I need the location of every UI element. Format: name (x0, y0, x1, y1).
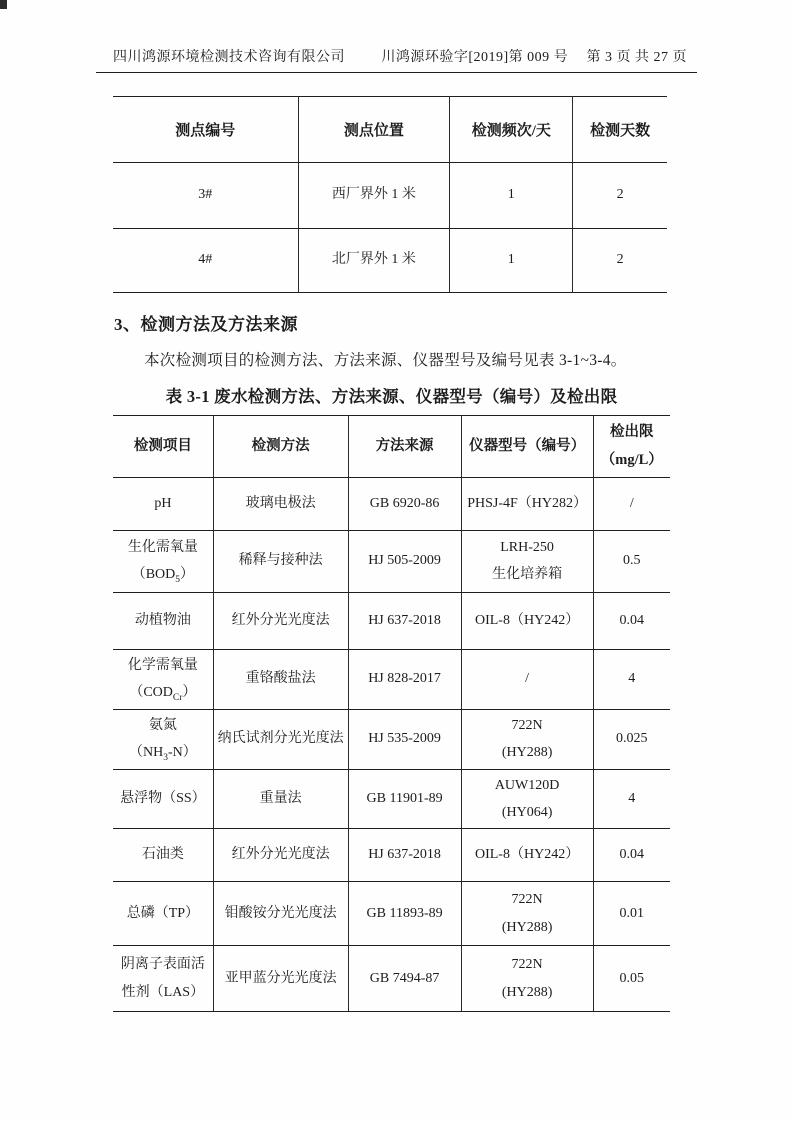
method-cell (348, 530, 461, 592)
method-cell (593, 769, 670, 829)
points-column-header (113, 97, 298, 163)
section-heading: 3、检测方法及方法来源 (114, 315, 298, 334)
method-cell (461, 882, 593, 946)
points-column-header (450, 97, 573, 163)
method-cell (348, 882, 461, 946)
scan-artifact (0, 0, 7, 9)
table-row (113, 229, 667, 293)
cell-line: HJ 828-2017 (368, 671, 441, 687)
cell-line: (HY288) (501, 919, 553, 935)
method-cell (113, 649, 213, 709)
cell-line: 红外分光光度法 (231, 612, 330, 628)
method-cell (461, 946, 593, 1012)
cell-line: GB 11893-89 (366, 905, 443, 921)
cell-line: 红外分光光度法 (231, 847, 330, 863)
cell-text: -N） (167, 745, 197, 761)
points-cell (298, 229, 450, 293)
method-cell (213, 709, 348, 769)
method-table-head (113, 416, 670, 478)
method-cell (348, 946, 461, 1012)
method-cell (348, 477, 461, 530)
cell-line: pH (154, 495, 172, 511)
method-column-header (113, 416, 213, 478)
method-column-header (348, 416, 461, 478)
table-row (113, 592, 670, 649)
method-cell (113, 829, 213, 882)
cell-line: 仪器型号（编号） (469, 438, 586, 455)
table-row (113, 709, 670, 769)
cell-line: 0.025 (616, 731, 648, 747)
cell-line: 0.01 (619, 905, 645, 921)
cell-line: 检测方法 (251, 438, 310, 455)
method-cell (113, 946, 213, 1012)
cell-line: (HY064) (501, 804, 553, 820)
subscript-text: 5 (175, 574, 181, 585)
cell-line: 0.04 (619, 847, 645, 863)
points-cell (450, 229, 573, 293)
monitoring-points-table (113, 96, 667, 293)
points-column-header (573, 97, 667, 163)
cell-text: ） (180, 567, 195, 583)
method-cell (593, 882, 670, 946)
points-cell (113, 229, 298, 293)
cell-line: 2 (616, 187, 624, 203)
page-indicator: 第 3 页 共 27 页 (586, 50, 687, 65)
cell-line (116, 739, 210, 766)
cell-line: 0.04 (619, 612, 645, 628)
method-column-header (461, 416, 593, 478)
cell-text: （COD (129, 685, 173, 701)
cell-line: 4 (628, 791, 636, 807)
method-cell (213, 769, 348, 829)
method-cell (461, 769, 593, 829)
wastewater-method-table (113, 415, 670, 1012)
subscript-text: Cr (172, 692, 183, 703)
method-cell (593, 709, 670, 769)
method-cell (213, 592, 348, 649)
cell-line: 检出限 (610, 424, 654, 440)
method-cell (213, 649, 348, 709)
cell-line: 检测频次/天 (471, 123, 551, 139)
cell-line: 检测项目 (133, 438, 192, 455)
points-column-header (298, 97, 450, 163)
method-cell (113, 592, 213, 649)
cell-line: HJ 637-2018 (368, 847, 441, 863)
table-row (113, 649, 670, 709)
cell-text: （NH (128, 745, 164, 761)
cell-line: HJ 535-2009 (368, 731, 441, 747)
cell-line: 0.5 (623, 553, 641, 569)
cell-line: 检测天数 (590, 123, 651, 139)
points-cell (573, 163, 667, 229)
company-name: 四川鸿源环境检测技术咨询有限公司 (113, 50, 345, 65)
header-row (113, 416, 670, 478)
page-header (96, 0, 697, 73)
points-cell (450, 163, 573, 229)
method-cell (213, 946, 348, 1012)
points-table-head (113, 97, 667, 163)
cell-line: 3# (198, 187, 213, 203)
method-cell (113, 530, 213, 592)
method-cell (593, 592, 670, 649)
cell-line: （mg/L） (600, 452, 663, 469)
cell-line: 稀释与接种法 (238, 553, 323, 569)
cell-line: 阴离子表面活 (120, 957, 205, 973)
cell-text: （BOD (131, 567, 176, 583)
method-table-title: 表 3-1 废水检测方法、方法来源、仪器型号（编号）及检出限 (165, 387, 618, 406)
method-column-header (593, 416, 670, 478)
points-cell (113, 163, 298, 229)
method-cell (593, 477, 670, 530)
method-cell (348, 829, 461, 882)
cell-line: PHSJ-4F（HY282） (467, 495, 587, 511)
cell-line: 动植物油 (134, 612, 191, 628)
cell-line: 钼酸铵分光光度法 (224, 905, 337, 921)
method-cell (348, 592, 461, 649)
points-cell (573, 229, 667, 293)
cell-line: 悬浮物（SS） (120, 791, 206, 807)
method-table-body (113, 477, 670, 1012)
table-row (113, 946, 670, 1012)
cell-line: 722N (511, 717, 543, 733)
header-row (113, 97, 667, 163)
cell-line: 石油类 (141, 847, 184, 863)
method-cell (593, 946, 670, 1012)
method-cell (213, 530, 348, 592)
method-cell (593, 649, 670, 709)
method-cell (461, 649, 593, 709)
table-row (113, 530, 670, 592)
cell-line: (HY288) (501, 745, 553, 761)
cell-line: 重量法 (259, 791, 302, 807)
cell-line: OIL-8（HY242） (474, 847, 580, 863)
cell-text: ） (182, 685, 197, 701)
cell-line: 722N (511, 957, 543, 973)
method-cell (348, 769, 461, 829)
cell-line: 2 (616, 252, 624, 268)
cell-line: 重铬酸盐法 (245, 671, 316, 687)
cell-line: 纳氏试剂分光光度法 (217, 731, 344, 747)
cell-line (116, 679, 210, 706)
cell-line: OIL-8（HY242） (474, 612, 580, 628)
cell-line: 1 (507, 252, 515, 268)
cell-line: 总磷（TP） (126, 905, 200, 921)
method-cell (593, 829, 670, 882)
method-cell (348, 649, 461, 709)
cell-line: AUW120D (494, 777, 560, 793)
cell-line: 测点编号 (175, 123, 236, 139)
cell-line: / (629, 495, 634, 511)
method-cell (461, 829, 593, 882)
cell-line: HJ 505-2009 (368, 553, 441, 569)
cell-line: 化学需氧量 (127, 657, 198, 673)
method-cell (461, 592, 593, 649)
method-cell (593, 530, 670, 592)
method-cell (461, 709, 593, 769)
cell-line: GB 11901-89 (366, 791, 443, 807)
points-cell (298, 163, 450, 229)
table-row (113, 163, 667, 229)
table-row (113, 769, 670, 829)
section-intro: 本次检测项目的检测方法、方法来源、仪器型号及编号见表 3-1~3-4。 (144, 352, 627, 369)
cell-line: LRH-250 (500, 539, 554, 555)
table-row (113, 477, 670, 530)
method-cell (348, 709, 461, 769)
method-cell (113, 882, 213, 946)
doc-number: 川鸿源环验字[2019]第 009 号 (381, 50, 569, 65)
cell-line: 722N (511, 892, 543, 908)
cell-line: 西厂界外 1 米 (331, 187, 416, 203)
cell-line: (HY288) (501, 984, 553, 1000)
method-cell (461, 530, 593, 592)
cell-line: 生化需氧量 (127, 539, 198, 555)
cell-line: 氨氮 (148, 717, 177, 733)
cell-line: 1 (507, 187, 515, 203)
cell-line: / (525, 671, 530, 687)
cell-line: 4 (628, 671, 636, 687)
method-cell (213, 477, 348, 530)
cell-line: GB 7494-87 (369, 970, 440, 986)
cell-line: 0.05 (619, 970, 645, 986)
subscript-text: 3 (163, 752, 168, 763)
cell-line: HJ 637-2018 (368, 612, 441, 628)
cell-line: 性剂（LAS） (121, 984, 205, 1000)
method-cell (213, 829, 348, 882)
cell-line: 生化培养箱 (492, 567, 563, 583)
method-cell (461, 477, 593, 530)
method-cell (113, 709, 213, 769)
cell-line: 测点位置 (343, 123, 404, 139)
method-cell (213, 882, 348, 946)
method-column-header (213, 416, 348, 478)
cell-line: 北厂界外 1 米 (331, 252, 416, 268)
table-row (113, 829, 670, 882)
points-table-body (113, 163, 667, 293)
cell-line: 方法来源 (375, 438, 434, 455)
cell-line: 玻璃电极法 (245, 495, 316, 511)
table-row (113, 882, 670, 946)
cell-line: 亚甲蓝分光光度法 (224, 970, 337, 986)
method-cell (113, 477, 213, 530)
cell-line: 4# (198, 252, 213, 268)
cell-line: GB 6920-86 (369, 495, 440, 511)
method-cell (113, 769, 213, 829)
cell-line (116, 561, 210, 588)
